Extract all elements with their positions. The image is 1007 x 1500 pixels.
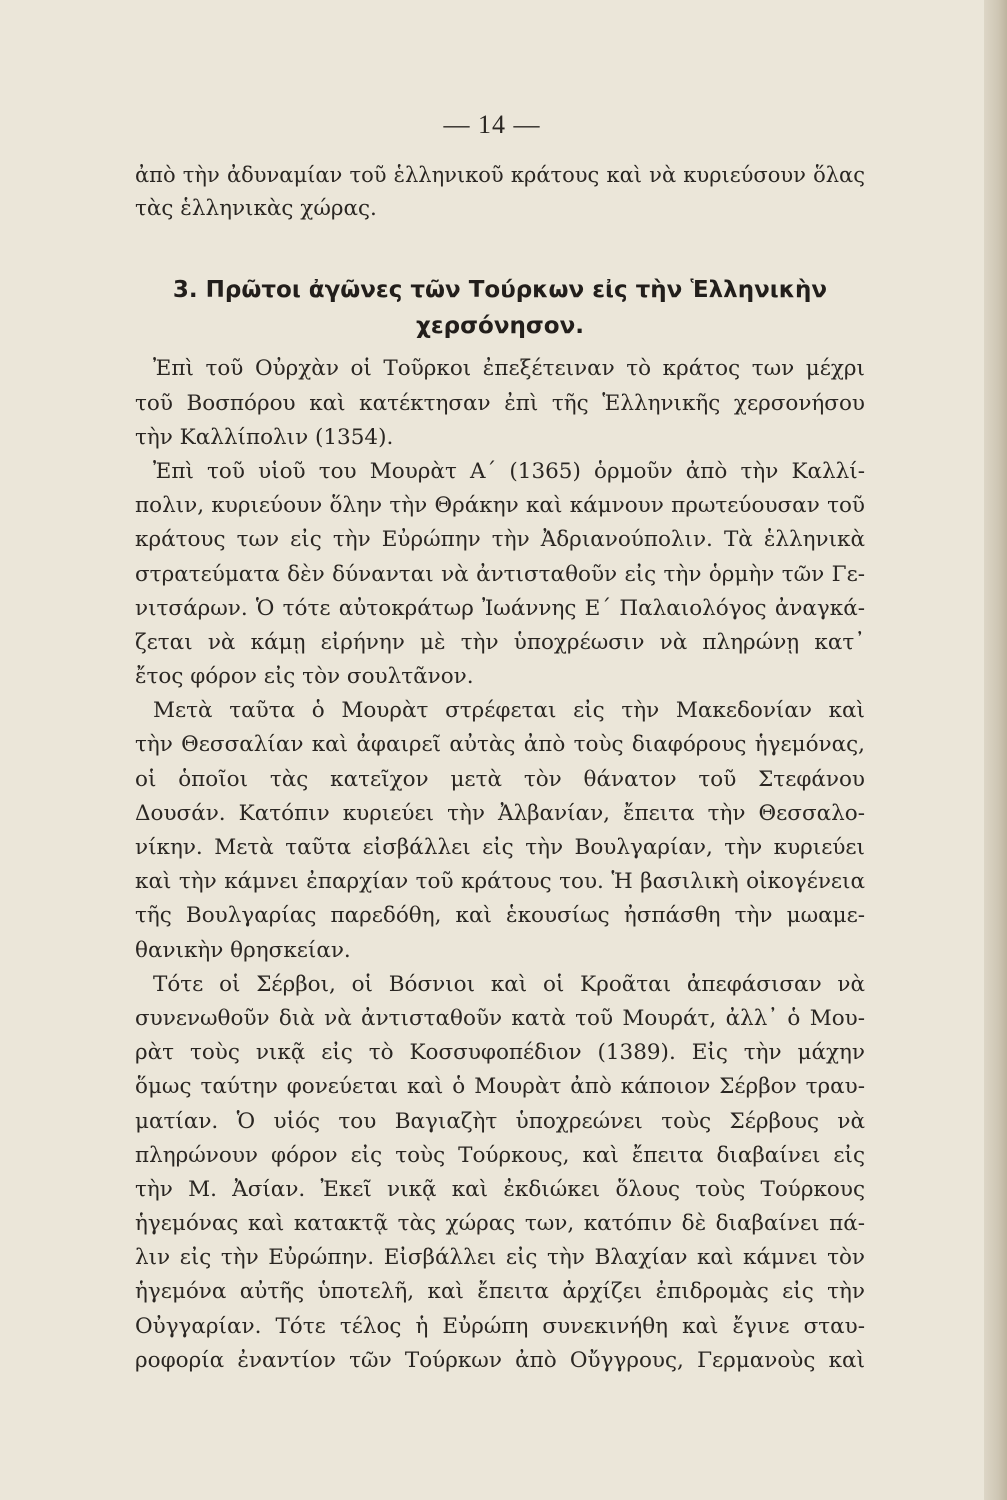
text-line: συνενωθοῦν διὰ νὰ ἀντισταθοῦν κατὰ τοῦ Μουράτ, ἀλλ᾽ ὁ Μου- [135,1005,865,1031]
section-heading-continued: χερσόνησον. [416,313,584,340]
text-line: θανικὴν θρησκείαν. [135,937,351,963]
page-number: — 14 — [443,110,541,139]
text-line: ἔτος φόρον εἰς τὸν σουλτᾶνον. [135,664,474,690]
text-line: τῆς Βουλγαρίας παρεδόθη, καὶ ἑκουσίως ἠσπάσθη τὴν μωαμε- [135,903,865,929]
text-line: νιτσάρων. Ὁ τότε αὐτοκράτωρ Ἰωάννης Ε΄ Παλαιολόγος ἀναγκά- [135,595,865,621]
text-line: ροφορία ἐναντίον τῶν Τούρκων ἀπὸ Οὔγγρους, Γερμανοὺς καὶ [135,1347,865,1373]
text-line: ἀπὸ τὴν ἀδυναμίαν τοῦ ἑλληνικοῦ κράτους καὶ νὰ κυριεύσουν ὅλας [135,163,865,187]
text-line: ὅμως ταύτην φονεύεται καὶ ὁ Μουρὰτ ἀπὸ κάποιον Σέρβον τραυ- [135,1074,865,1100]
text-line: στρατεύματα δὲν δύνανται νὰ ἀντισταθοῦν εἰς τὴν ὁρμὴν τῶν Γε- [135,561,865,587]
text-line: ματίαν. Ὁ υἱός του Βαγιαζὴτ ὑποχρεώνει τοὺς Σέρβους νὰ [135,1108,865,1134]
text-line: ἡγεμόνα αὐτῆς ὑποτελῆ, καὶ ἔπειτα ἀρχίζει ἐπιδρομὰς εἰς τὴν [135,1279,865,1305]
text-line: καὶ τὴν κάμνει ἐπαρχίαν τοῦ κράτους του. Ἡ βασιλικὴ οἰκογένεια [135,869,865,895]
text-line: τὴν Θεσσαλίαν καὶ ἀφαιρεῖ αὐτὰς ἀπὸ τοὺς διαφόρους ἡγεμόνας, [135,732,865,758]
page-edge-shadow [984,0,1007,1500]
text-line: τὴν Καλλίπολιν (1354). [135,424,394,450]
text-line: κράτους των εἰς τὴν Εὐρώπην τὴν Ἀδριανούπολιν. Τὰ ἑλληνικὰ [135,527,865,553]
text-line: οἱ ὁποῖοι τὰς κατεῖχον μετὰ τὸν θάνατον τοῦ Στεφάνου [135,766,865,792]
text-line: ἡγεμόνας καὶ κατακτᾷ τὰς χώρας των, κατόπιν δὲ διαβαίνει πά- [135,1211,865,1237]
text-line: πληρώνουν φόρον εἰς τοὺς Τούρκους, καὶ ἔπειτα διαβαίνει εἰς [135,1142,865,1168]
text-line: Τότε οἱ Σέρβοι, οἱ Βόσνιοι καὶ οἱ Κροᾶται ἀπεφάσισαν νὰ [153,971,865,997]
text-line: τὴν Μ. Ἀσίαν. Ἐκεῖ νικᾷ καὶ ἐκδιώκει ὅλους τοὺς Τούρκους [135,1176,865,1202]
text-line: Οὐγγαρίαν. Τότε τέλος ἡ Εὐρώπη συνεκινήθη καὶ ἔγινε σταυ- [135,1313,865,1339]
text-line: ρὰτ τοὺς νικᾷ εἰς τὸ Κοσσυφοπέδιον (1389). Εἰς τὴν μάχην [135,1040,865,1066]
text-line: Μετὰ ταῦτα ὁ Μουρὰτ στρέφεται εἰς τὴν Μακεδονίαν καὶ [153,698,865,724]
text-line: Ἐπὶ τοῦ Οὐρχὰν οἱ Τοῦρκοι ἐπεξέτειναν τὸ κράτος των μέχρι [153,356,865,382]
text-line: ζεται νὰ κάμῃ εἰρήνην μὲ τὴν ὑποχρέωσιν νὰ πληρώνῃ κατ᾽ [135,629,865,655]
text-line: πολιν, κυριεύουν ὅλην τὴν Θράκην καὶ κάμνουν πρωτεύουσαν τοῦ [135,493,865,519]
text-line: τὰς ἑλληνικὰς χώρας. [135,196,377,222]
text-line: Ἐπὶ τοῦ υἱοῦ του Μουρὰτ Α΄ (1365) ὁρμοῦν ἀπὸ τὴν Καλλί- [153,458,865,484]
body-text [135,158,865,1378]
text-line: λιν εἰς τὴν Εὐρώπην. Εἰσβάλλει εἰς τὴν Βλαχίαν καὶ κάμνει τὸν [135,1245,865,1271]
text-line: τοῦ Βοσπόρου καὶ κατέκτησαν ἐπὶ τῆς Ἑλληνικῆς χερσονήσου [135,390,865,416]
text-line: Δουσάν. Κατόπιν κυριεύει τὴν Ἀλβανίαν, ἔπειτα τὴν Θεσσαλο- [135,800,865,826]
section-heading: 3. Πρῶτοι ἀγῶνες τῶν Τούρκων εἰς τὴν Ἑλληνικὴν [172,277,828,304]
text-line: νίκην. Μετὰ ταῦτα εἰσβάλλει εἰς τὴν Βουλγαρίαν, τὴν κυριεύει [135,835,865,860]
